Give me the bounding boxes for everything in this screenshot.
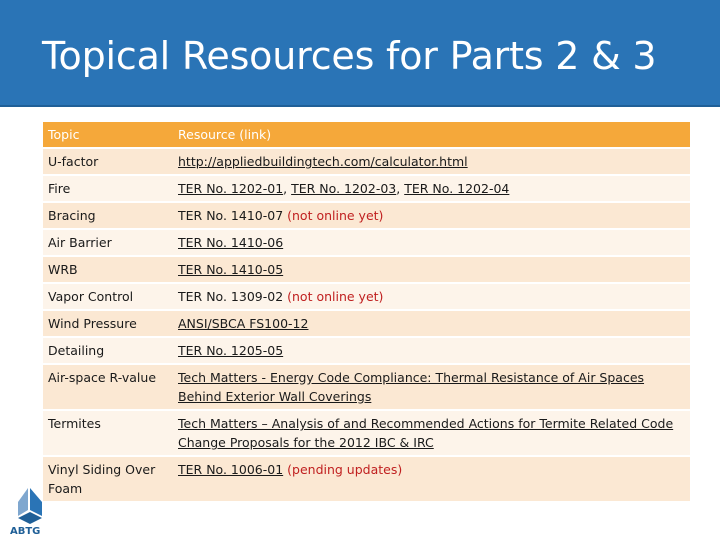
resource-link[interactable]: TER No. 1202-01 (178, 181, 284, 196)
resource-cell (173, 176, 690, 201)
logo-mark-left (18, 488, 28, 516)
topic-cell: Air Barrier (43, 230, 173, 255)
resource-cell (173, 338, 690, 363)
topic-cell: Bracing (43, 203, 173, 228)
logo-mark-right (30, 488, 42, 516)
table-row (43, 257, 690, 282)
abtg-logo (8, 482, 64, 538)
topic-cell: U-factor (43, 149, 173, 174)
resource-text: TER No. 1309-02 (178, 289, 288, 304)
title-bar (0, 0, 720, 107)
resource-cell (173, 257, 690, 282)
logo-text: ABTG (10, 526, 41, 537)
resource-link[interactable]: ANSI/SBCA FS100-12 (178, 316, 309, 331)
table-body (43, 149, 690, 501)
resource-link[interactable]: Tech Matters - Energy Code Compliance: Thermal Resistance of Air Spaces Behind Exterior Wall Coverings (178, 370, 645, 404)
table-row (43, 203, 690, 228)
table-row (43, 176, 690, 201)
resource-cell (173, 284, 690, 309)
topic-cell: Fire (43, 176, 173, 201)
table-row (43, 411, 690, 455)
resource-cell (173, 149, 690, 174)
status-note: (not online yet) (287, 208, 384, 223)
resource-link[interactable]: TER No. 1202-03 (291, 181, 397, 196)
column-header-topic: Topic (43, 122, 173, 147)
status-note: (not online yet) (287, 289, 384, 304)
topic-cell: Wind Pressure (43, 311, 173, 336)
table-header-row (43, 122, 690, 147)
resource-cell (173, 203, 690, 228)
status-note: (pending updates) (287, 462, 403, 477)
resource-link[interactable]: TER No. 1205-05 (178, 343, 284, 358)
page-title: Topical Resources for Parts 2 & 3 (42, 34, 657, 78)
topic-cell: Vinyl Siding Over Foam (43, 457, 173, 501)
resource-link[interactable]: Tech Matters – Analysis of and Recommended Actions for Termite Related Code Change Proposals for the 2012 IBC & IRC (178, 416, 674, 450)
table-row (43, 365, 690, 409)
resource-text: , (283, 181, 292, 196)
resources-table (43, 120, 690, 503)
table-row (43, 149, 690, 174)
topic-cell: Air-space R-value (43, 365, 173, 409)
resource-text: TER No. 1410-07 (178, 208, 288, 223)
resource-link[interactable]: http://appliedbuildingtech.com/calculator.html (178, 154, 468, 169)
column-header-resource: Resource (link) (173, 122, 690, 147)
resource-link[interactable]: TER No. 1410-05 (178, 262, 284, 277)
table-row (43, 284, 690, 309)
table-row (43, 338, 690, 363)
topic-cell: Termites (43, 411, 173, 455)
resource-link[interactable]: TER No. 1410-06 (178, 235, 284, 250)
topic-cell: WRB (43, 257, 173, 282)
resource-text: , (396, 181, 405, 196)
resource-cell (173, 230, 690, 255)
resource-link[interactable]: TER No. 1202-04 (404, 181, 510, 196)
table-row (43, 230, 690, 255)
table-row (43, 311, 690, 336)
topic-cell: Vapor Control (43, 284, 173, 309)
resource-cell (173, 457, 690, 501)
resource-link[interactable]: TER No. 1006-01 (178, 462, 284, 477)
resource-cell (173, 411, 690, 455)
table-row (43, 457, 690, 501)
resource-cell (173, 365, 690, 409)
resource-cell (173, 311, 690, 336)
topic-cell: Detailing (43, 338, 173, 363)
